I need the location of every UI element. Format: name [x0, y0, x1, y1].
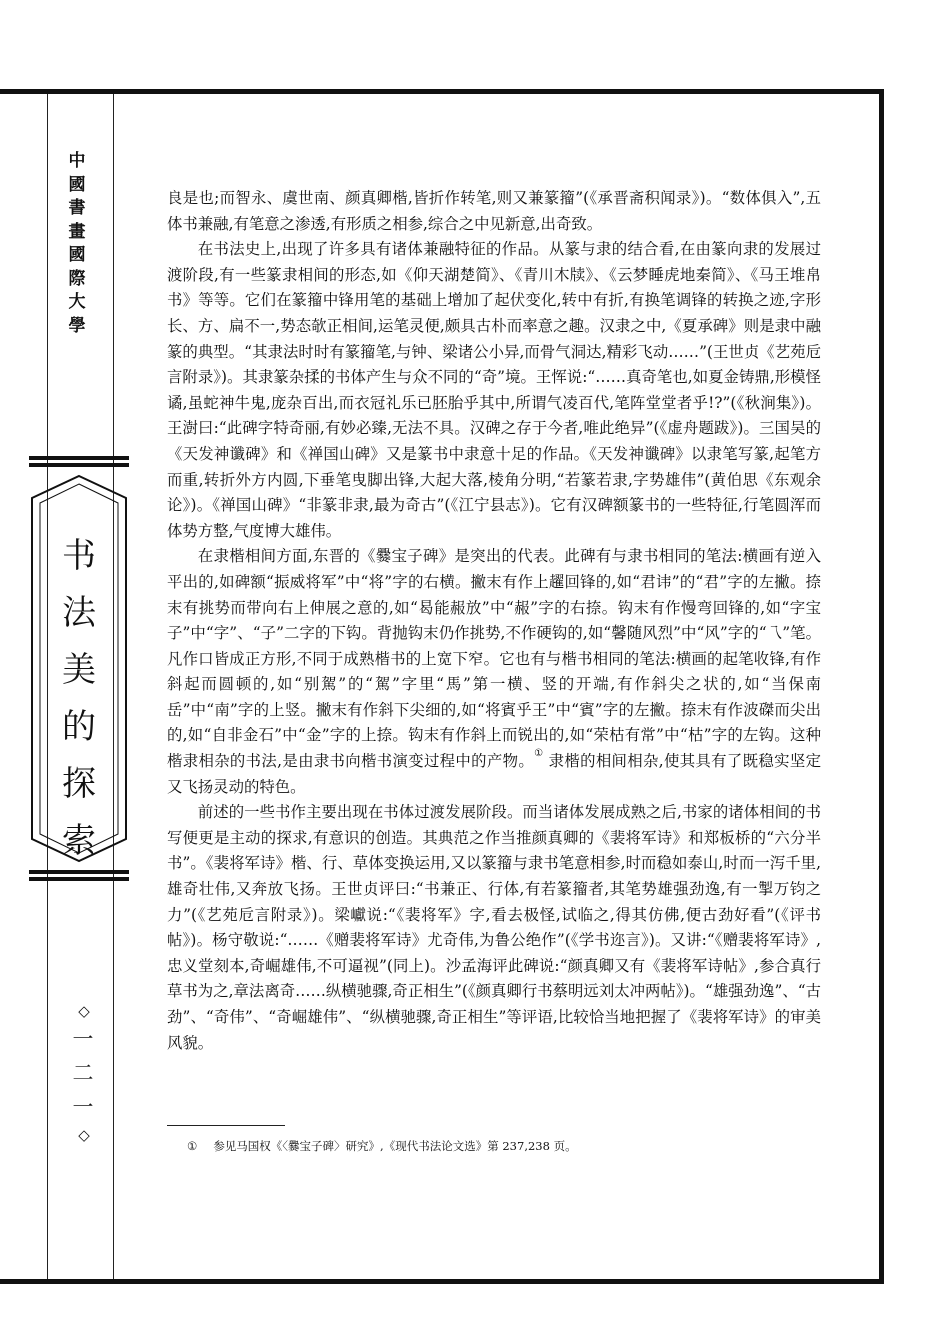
diamond-ornament-icon: ◇: [78, 1002, 90, 1020]
page-number-block: [70, 1000, 98, 1146]
page-number: 一二一: [72, 1027, 96, 1119]
paragraph: 良是也;而智永、虞世南、颜真卿楷,皆折作转笔,则又兼篆籀”(《承晋斋积闻录》)。“数体俱入”,五体书兼融,有笔意之渗透,有形质之相参,综合之中见新意,出奇致。: [167, 189, 821, 233]
paragraph: [167, 544, 821, 800]
cartouche-bottom-bar: [29, 870, 129, 874]
page-frame-top: [0, 89, 884, 94]
footnote-text: 参见马国权《〈爨宝子碑〉研究》,《现代书法论文选》第 237,238 页。: [213, 1139, 577, 1153]
body-text: [167, 186, 821, 1056]
paragraph: 在书法史上,出现了许多具有诸体兼融特征的作品。从篆与隶的结合看,在由篆向隶的发展过渡阶段,有一些篆隶相间的形态,如《仰天湖楚简》、《青川木牍》、《云梦睡虎地秦简》、《马王堆帛书》等等。它们在篆籀中锋用笔的基础上增加了起伏变化,转中有折,有换笔调锋的转换之迹,字形长、方、扁不一,势态欹正相间,运笔灵便,颇具古朴而率意之趣。汉隶之中,《夏承碑》则是隶中融篆的典型。“其隶法时时有篆籀笔,与钟、梁诸公小异,而骨气洞达,精彩飞动……”(王世贞《艺苑卮言附录》)。其隶篆杂揉的书体产生与众不同的“奇”境。王恽说:“……真奇笔也,如夏金铸鼎,形模怪谲,虽蛇神牛鬼,庞杂百出,而衣冠礼乐已胚胎乎其中,所谓气凌百代,笔阵堂堂者乎!?”(《秋涧集》)。王澍曰:“此碑字特奇丽,有妙必臻,无法不具。汉碑之存于今者,唯此绝异”(《虚舟题跋》)。三国吴的《天发神谶碑》和《禅国山碑》又是篆书中隶意十足的作品。《天发神谶碑》以隶笔写篆,起笔方而重,转折外方内圆,下垂笔曳脚出锋,大起大落,棱角分明,“若篆若隶,字势雄伟”(黄伯思《东观余论》)。《禅国山碑》“非篆非隶,最为奇古”(《江宁县志》)。它有汉碑额篆书的一些特征,行笔圆浑而体势方整,气度博大雄伟。: [167, 240, 821, 540]
series-title: 中國書畫國際大學: [68, 151, 86, 336]
cartouche-bottom-bar-2: [29, 877, 129, 881]
page-frame-bottom: [0, 1279, 884, 1284]
paragraph-text: 隶楷的相间相杂,使其具有了既稳实坚定又飞扬灵动的特色。: [167, 752, 821, 796]
book-title-cartouche: [18, 456, 140, 881]
footnote-rule: [167, 1125, 285, 1126]
paragraph-text: 在隶楷相间方面,东晋的《爨宝子碑》是突出的代表。此碑有与隶书相同的笔法:横画有逆入平出的,如碑额“振威将军”中“将”字的右横。撇末有作上趯回锋的,如“君讳”的“君”字的左撇。捺末有挑势而带向右上伸展之意的,如“曷能赧放”中“赧”字的右捺。钩末有作慢弯回锋的,如“字宝子”中“字”、“子”二字的下钩。背抛钩末仍作挑势,不作硬钩的,如“馨随风烈”中“风”字的“乁”笔。凡作口皆成正方形,不同于成熟楷书的上宽下窄。它也有与楷书相同的笔法:横画的起笔收锋,有作斜起而圆顿的,如“别駕”的“駕”字里“馬”第一横、竖的开端,有作斜尖之状的,如“当保南岳”中“南”字的上竖。撇末有作斜下尖细的,如“将賓乎王”中“賓”字的左撇。捺末有作波磔而尖出的,如“自非金石”中“金”字的上捺。钩末有作斜上而锐出的,如“荣枯有常”中“枯”字的左钩。这种楷隶相杂的书法,是由隶书向楷书演变过程中的产物。: [167, 547, 821, 771]
paragraph: 前述的一些书作主要出现在书体过渡发展阶段。而当诸体发展成熟之后,书家的诸体相间的书写便更是主动的探求,有意识的创造。其典范之作当推颜真卿的《裴将军诗》和郑板桥的“六分半书”。《裴将军诗》楷、行、草体变换运用,又以篆籀与隶书笔意相参,时而稳如泰山,时而一泻千里,雄奇壮伟,又奔放飞扬。王世贞评曰:“书兼正、行体,有若篆籀者,其笔势雄强劲逸,有一掣万钧之力”(《艺苑卮言附录》)。梁巘说:“《裴将军》字,看去极怪,试临之,得其仿佛,便古劲好看”(《评书帖》)。杨守敬说:“……《赠裴将军诗》尤奇伟,为鲁公绝作”(《学书迩言》)。又讲:“《赠裴将军诗》,忠义堂刻本,奇崛雄伟,不可逼视”(同上)。沙孟海评此碑说:“颜真卿又有《裴将军诗帖》,参合真行草书为之,章法离奇……纵横驰骤,奇正相生”(《颜真卿行书蔡明远刘太冲两帖》)。“雄强劲逸”、“古劲”、“奇伟”、“奇崛雄伟”、“纵横驰骤,奇正相生”等评语,比较恰当地把握了《裴将军诗》的审美风貌。: [167, 803, 821, 1052]
book-title: 书法美的探索: [62, 536, 96, 861]
footnote-reference[interactable]: ①: [534, 748, 544, 760]
footnote-mark: ①: [187, 1139, 198, 1153]
diamond-ornament-icon: ◇: [78, 1126, 90, 1144]
page-frame-right: [879, 89, 884, 1284]
footnote: [187, 1138, 827, 1154]
